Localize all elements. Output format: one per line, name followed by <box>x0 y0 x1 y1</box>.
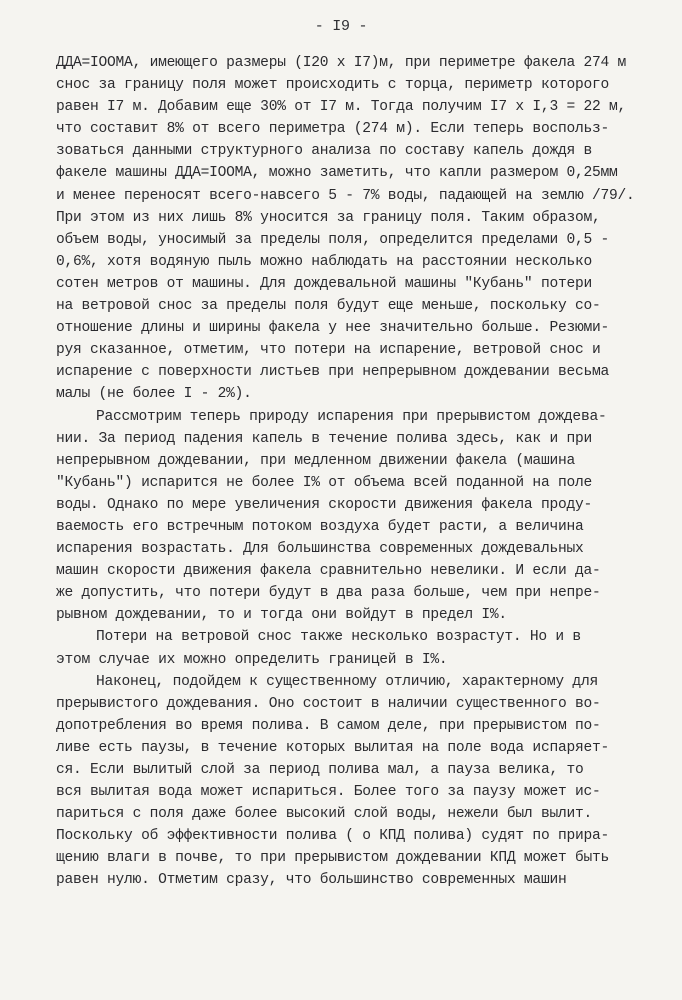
text-line: равен I7 м. Добавим еще 30% от I7 м. Тогда получим I7 x I,3 = 22 м, <box>56 99 627 116</box>
text-line: ся. Если вылитый слой за период полива мал, а пауза велика, то <box>56 762 584 778</box>
text-line: ваемость его встречным потоком воздуха будет расти, а величина <box>56 518 584 535</box>
text-line: париться с поля даже более высокий слой воды, нежели был вылит. <box>56 806 592 823</box>
page-number: - I9 - <box>314 18 368 35</box>
text-line: объем воды, уносимый за пределы поля, определится пределами 0,5 - <box>56 231 609 248</box>
text-line: сотен метров от машины. Для дождевальной машины "Кубань" потери <box>56 275 592 292</box>
text-line: "Кубань") испарится не более I% от объема всей поданной на поле <box>56 474 592 491</box>
text-line: прерывистого дождевания. Оно состоит в наличии существенного во- <box>56 695 601 712</box>
text-line: Поскольку об эффективности полива ( о КПД полива) судят по прира- <box>56 828 609 845</box>
text-line: воды. Однако по мере увеличения скорости движения факела проду- <box>56 496 592 513</box>
text-line: же допустить, что потери будут в два раза больше, чем при непре- <box>56 585 601 602</box>
text-line: непрерывном дождевании, при медленном движении факела (машина <box>56 452 575 469</box>
text-line: ДДА=IООМА, имеющего размеры (I20 x I7)м, при периметре факела 274 м <box>56 55 627 71</box>
text-line: зоваться данными структурного анализа по составу капель дождя в <box>56 143 592 160</box>
text-line: и менее переносят всего-навсего 5 - 7% воды, падающей на землю /79/. <box>56 187 635 204</box>
text-line: Рассмотрим теперь природу испарения при прерывистом дождева- <box>96 408 607 425</box>
text-line: факеле машины ДДА=IООМА, можно заметить, что капли размером 0,25мм <box>56 165 618 182</box>
text-line: испарение с поверхности листьев при непрерывном дождевании весьма <box>56 364 609 381</box>
text-line: вся вылитая вода может испариться. Более того за паузу может ис- <box>56 784 601 801</box>
body-text <box>56 52 656 892</box>
text-line: При этом из них лишь 8% уносится за границу поля. Таким образом, <box>56 209 601 226</box>
text-line: что составит 8% от всего периметра (274 м). Если теперь воспольз- <box>56 121 609 138</box>
text-line: рывном дождевании, то и тогда они войдут в предел I%. <box>56 607 507 624</box>
text-line: щению влаги в почве, то при прерывистом дождевании КПД может быть <box>56 850 609 867</box>
text-line: Наконец, подойдем к существенному отличию, характерному для <box>96 673 598 690</box>
text-line: снос за границу поля может происходить с торца, периметр которого <box>56 77 609 94</box>
text-line: 0,6%, хотя водяную пыль можно наблюдать на расстоянии несколько <box>56 253 592 270</box>
text-line: отношение длины и ширины факела у нее значительно больше. Резюми- <box>56 320 609 337</box>
text-line: малы (не более I - 2%). <box>56 386 252 403</box>
text-line: машин скорости движения факела сравнительно невелики. И если да- <box>56 563 601 580</box>
text-line: этом случае их можно определить границей в I%. <box>56 651 448 668</box>
text-line: руя сказанное, отметим, что потери на испарение, ветровой снос и <box>56 342 601 359</box>
text-line: испарения возрастать. Для большинства современных дождевальных <box>56 541 584 558</box>
text-line: ливе есть паузы, в течение которых вылитая на поле вода испаряет- <box>56 739 609 756</box>
text-line: Потери на ветровой снос также несколько возрастут. Но и в <box>96 629 581 646</box>
text-line: допотребления во время полива. В самом деле, при прерывистом по- <box>56 717 601 734</box>
text-line: равен нулю. Отметим сразу, что большинство современных машин <box>56 872 567 889</box>
text-line: на ветровой снос за пределы поля будут еще меньше, поскольку со- <box>56 298 601 315</box>
text-line: нии. За период падения капель в течение полива здесь, как и при <box>56 430 592 447</box>
